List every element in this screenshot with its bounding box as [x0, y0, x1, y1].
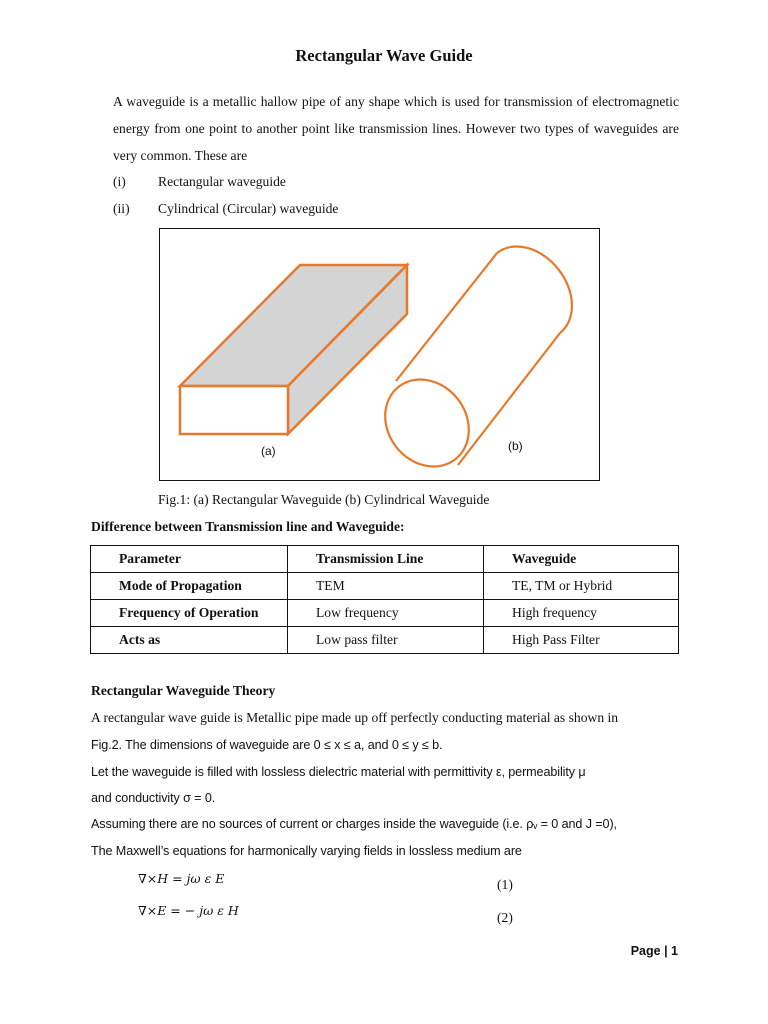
table-row	[91, 600, 679, 627]
comparison-table	[90, 545, 679, 654]
page-label: Page	[630, 944, 661, 958]
rectangular-waveguide-drawing	[180, 265, 407, 434]
cylinder-front-ellipse	[368, 363, 486, 480]
theory-line: Assuming there are no sources of current or charges inside the waveguide (i.e. ρᵥ = 0 and J =0),	[91, 817, 617, 831]
table-cell: Frequency of Operation	[91, 600, 288, 627]
page-footer: Page | 1	[630, 944, 678, 958]
theory-line: Let the waveguide is filled with lossless dielectric material with permittivity ε, permeability μ	[91, 765, 586, 779]
list-item-text: Rectangular waveguide	[158, 174, 286, 189]
figure-caption: Fig.1: (a) Rectangular Waveguide (b) Cylindrical Waveguide	[158, 492, 490, 507]
table-cell: TE, TM or Hybrid	[484, 573, 679, 600]
list-item-number: (ii)	[113, 201, 130, 216]
list-item	[0, 196, 768, 223]
equation-2: ∇×E = − jω ε H	[138, 903, 239, 918]
page-title: Rectangular Wave Guide	[295, 46, 473, 65]
theory-line: Fig.2. The dimensions of waveguide are 0 ≤ x ≤ a, and 0 ≤ y ≤ b.	[91, 738, 443, 752]
theory-heading: Rectangular Waveguide Theory	[91, 683, 276, 698]
waveguide-illustration	[160, 229, 599, 480]
table-cell: Low frequency	[288, 600, 484, 627]
table-cell: Acts as	[91, 627, 288, 654]
table-cell: High frequency	[484, 600, 679, 627]
equation-1: ∇×H = jω ε E	[138, 871, 225, 886]
figure-frame	[159, 228, 600, 481]
list-item	[0, 169, 768, 196]
table-header-cell: Waveguide	[484, 546, 679, 573]
table-header-cell: Transmission Line	[288, 546, 484, 573]
table-cell: Mode of Propagation	[91, 573, 288, 600]
comparison-heading: Difference between Transmission line and Waveguide:	[91, 519, 405, 534]
equation-number-1: (1)	[497, 877, 513, 892]
list-item-text: Cylindrical (Circular) waveguide	[158, 201, 339, 216]
rectangular-front-face	[180, 386, 288, 434]
table-row	[91, 627, 679, 654]
figure-label-a: (a)	[261, 444, 276, 458]
table-header-row	[91, 546, 679, 573]
page-number: 1	[671, 944, 678, 958]
table-row	[91, 573, 679, 600]
table-cell: TEM	[288, 573, 484, 600]
theory-line: and conductivity σ = 0.	[91, 791, 216, 805]
intro-paragraph: A waveguide is a metallic hallow pipe of any shape which is used for transmission of electromagnetic energy from one point to another point like transmission lines. However two types of waveguides are very common. These are	[113, 94, 679, 163]
figure-label-b: (b)	[508, 439, 523, 453]
cylinder-top-edge	[396, 253, 497, 381]
cylinder-back-arc	[497, 246, 572, 333]
theory-line: A rectangular wave guide is Metallic pipe made up off perfectly conducting material as shown in	[91, 710, 619, 725]
equation-number-2: (2)	[497, 910, 513, 925]
theory-line: The Maxwell’s equations for harmonically varying fields in lossless medium are	[91, 844, 522, 858]
table-header-cell: Parameter	[91, 546, 288, 573]
table-cell: High Pass Filter	[484, 627, 679, 654]
table-cell: Low pass filter	[288, 627, 484, 654]
list-item-number: (i)	[113, 174, 126, 189]
